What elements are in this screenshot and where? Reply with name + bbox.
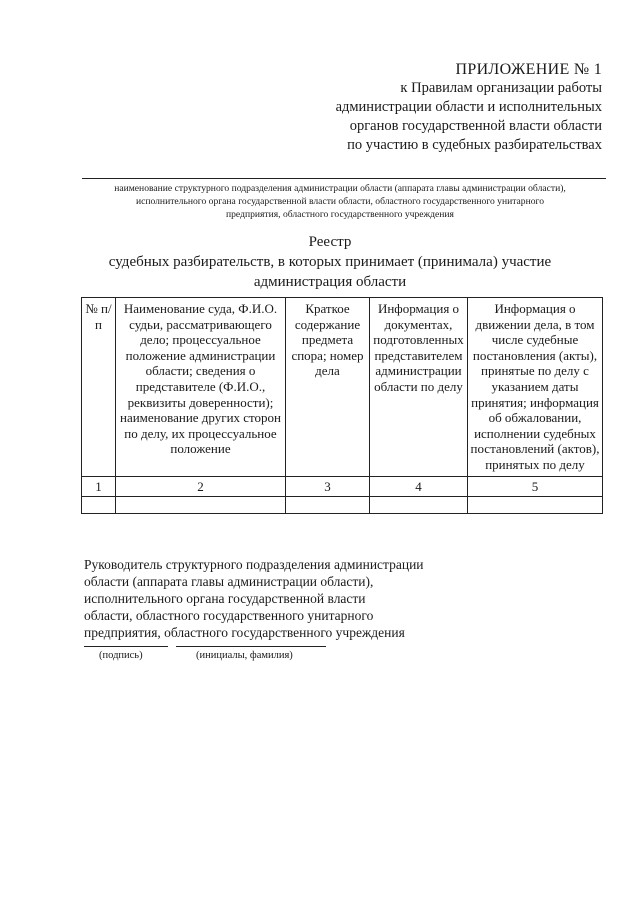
signature-block bbox=[84, 556, 424, 641]
header-cell-documents: Информация о документах, подготовленных представителем администрации области по делу bbox=[370, 298, 468, 477]
register-title-line: судебных разбирательств, в которых принимает (принимала) участие bbox=[108, 254, 552, 270]
header-cell-court: Наименование суда, Ф.И.О. судьи, рассматривающего дело; процессуальное положение администрации области; сведения о представителе (Ф.И.О., реквизиты доверенности); наименование других сторон по делу, их процессуальное положение bbox=[116, 298, 286, 477]
appendix-header bbox=[336, 60, 602, 155]
name-underline bbox=[176, 646, 326, 647]
signature-line: области (аппарата главы администрации области), bbox=[84, 574, 374, 589]
table-cell bbox=[82, 497, 116, 514]
appendix-line: органов государственной власти области bbox=[349, 118, 602, 134]
column-number-cell: 1 bbox=[82, 476, 116, 497]
header-cell-subject: Краткое содержание предмета спора; номер дела bbox=[286, 298, 370, 477]
signature-line: области, областного государственного унитарного bbox=[84, 608, 374, 623]
register-title-line: Реестр bbox=[308, 234, 352, 250]
column-number-cell: 3 bbox=[286, 476, 370, 497]
table-cell bbox=[370, 497, 468, 514]
signature-line: Руководитель структурного подразделения администрации bbox=[84, 557, 424, 572]
signature-line: исполнительного органа государственной власти bbox=[84, 591, 366, 606]
department-caption-line: предприятия, областного государственного учреждения bbox=[226, 209, 454, 220]
column-number-cell: 2 bbox=[116, 476, 286, 497]
column-number-cell: 4 bbox=[370, 476, 468, 497]
table-cell bbox=[116, 497, 286, 514]
appendix-title: ПРИЛОЖЕНИЕ № 1 bbox=[455, 61, 602, 78]
table-header-row bbox=[82, 298, 603, 477]
appendix-line: администрации области и исполнительных bbox=[335, 99, 602, 115]
header-cell-number: № п/п bbox=[82, 298, 116, 477]
signature-label: (подпись) bbox=[99, 650, 143, 661]
department-caption-line: наименование структурного подразделения администрации области (аппарата главы администрации области), bbox=[114, 183, 566, 194]
department-underline bbox=[82, 178, 606, 179]
table-row bbox=[82, 497, 603, 514]
register-table bbox=[81, 297, 603, 514]
table-cell bbox=[468, 497, 603, 514]
appendix-line: к Правилам организации работы bbox=[400, 80, 602, 96]
register-title-line: администрация области bbox=[253, 274, 407, 290]
name-label: (инициалы, фамилия) bbox=[196, 650, 293, 661]
appendix-line: по участию в судебных разбирательствах bbox=[347, 137, 602, 153]
signature-line: предприятия, областного государственного учреждения bbox=[84, 625, 405, 640]
column-number-cell: 5 bbox=[468, 476, 603, 497]
department-caption bbox=[70, 182, 610, 221]
register-title bbox=[60, 232, 600, 292]
signature-underline bbox=[84, 646, 168, 647]
column-number-row bbox=[82, 476, 603, 497]
table-cell bbox=[286, 497, 370, 514]
department-caption-line: исполнительного органа государственной власти области, областного государственного унитарного bbox=[135, 196, 545, 207]
header-cell-movement: Информация о движении дела, в том числе судебные постановления (акты), принятые по делу с указанием даты принятия; информация об обжаловании, исполнении судебных постановлений (актов), принятых по делу bbox=[468, 298, 603, 477]
